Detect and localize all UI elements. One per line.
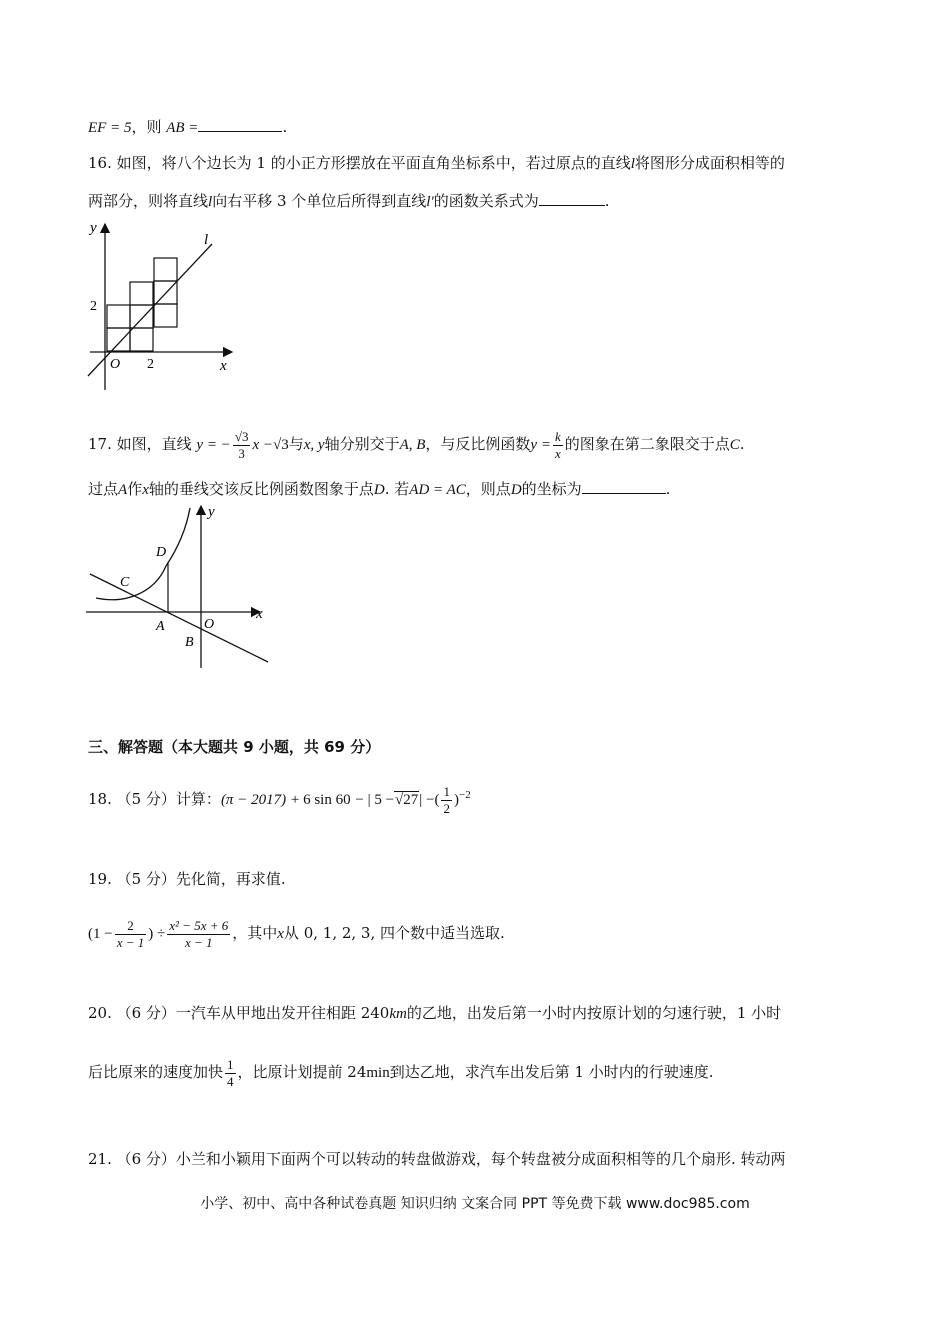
tick-x-2: 2 [147, 357, 154, 372]
fraction-2-over-x-1: $\frac{2}{x - 1}$ [116, 917, 145, 950]
origin-label: O [204, 617, 215, 632]
answer-blank[interactable] [539, 191, 605, 206]
fraction-quadratic: $\frac{\text{x² − 5x + 6}}{x - 1}$ [169, 917, 229, 950]
q16-figure [84, 218, 244, 398]
point-b-label: B [185, 635, 194, 650]
l-label: l [204, 232, 209, 248]
q20-line1: 20. （6 分）一汽车从甲地出发开往相距 240km的乙地，出发后第一小时内按原计划的匀速行驶，1 小时 [88, 1004, 782, 1022]
answer-blank[interactable] [198, 117, 282, 132]
q17-line2: 过点A作x轴的垂线交该反比例函数图象于点D. 若AD = AC，则点D的坐标为 . [88, 480, 671, 498]
q20-line2: 后比原来的速度加快 $\frac{1}{4}$ ，比原计划提前 24min到达乙地，求汽车出发后第 1 小时内的行驶速度. [88, 1056, 714, 1089]
page-footer: 小学、初中、高中各种试卷真题 知识归纳 文案合同 PPT 等免费下载 www.doc985.com [200, 1196, 750, 1212]
fraction-half: $\frac{1}{2}$ [443, 783, 450, 816]
q19-title: 19. （5 分）先化简，再求值. [88, 870, 286, 888]
tick-y-2: 2 [90, 299, 97, 314]
q16-line1: 16. 如图，将八个边长为 1 的小正方形摆放在平面直角坐标系中，若过原点的直线l将图形分成面积相等的 [88, 154, 785, 172]
q17-line1: 17. 如图，直线 y = − $\frac{√3}{3}$ x −√3与x, y轴分别交于A, B，与反比例函数y = $\frac{k}{x}$ 的图象在第二象限交于点C. [88, 428, 745, 461]
origin-label: O [110, 357, 121, 372]
squares [107, 258, 177, 351]
y-label: y [90, 220, 97, 236]
line-ab [90, 574, 268, 662]
y-label: y [208, 504, 215, 520]
q19-expression: (1 − $\frac{2}{x - 1}$ ) ÷ $\frac{\text{x² − 5x + 6}}{x - 1}$ ，其中x从 0, 1, 2, 3, 四个数中适当选取. [88, 917, 505, 950]
hyperbola-branch [96, 508, 190, 600]
fraction-sqrt3-over-3: $\frac{√3}{3}$ [234, 428, 249, 461]
x-label: x [256, 606, 263, 622]
x-label: x [220, 358, 227, 374]
fraction-quarter: $\frac{1}{4}$ [227, 1056, 234, 1089]
point-a-label: A [156, 619, 165, 634]
q15-tail: EF = 5，则 AB = . [88, 118, 288, 136]
q21-line1: 21. （6 分）小兰和小颖用下面两个可以转动的转盘做游戏，每个转盘被分成面积相等的几个扇形. 转动两 [88, 1150, 786, 1168]
point-c-label: C [120, 575, 130, 590]
fraction-k-over-x: $\frac{k}{x}$ [554, 428, 561, 461]
q16-line2: 两部分，则将直线l向右平移 3 个单位后所得到直线l′的函数关系式为 . [88, 192, 610, 210]
answer-blank[interactable] [582, 479, 666, 494]
q18-line: 18. （5 分）计算：(π − 2017) + 6 sin 60 − | 5 −√27| −( $\frac{1}{2}$ )$^{-2}$ [88, 783, 471, 816]
section-3-heading: 三、解答题（本大题共 9 小题，共 69 分） [88, 738, 381, 756]
point-d-label: D [156, 545, 167, 560]
q17-figure [84, 500, 284, 676]
